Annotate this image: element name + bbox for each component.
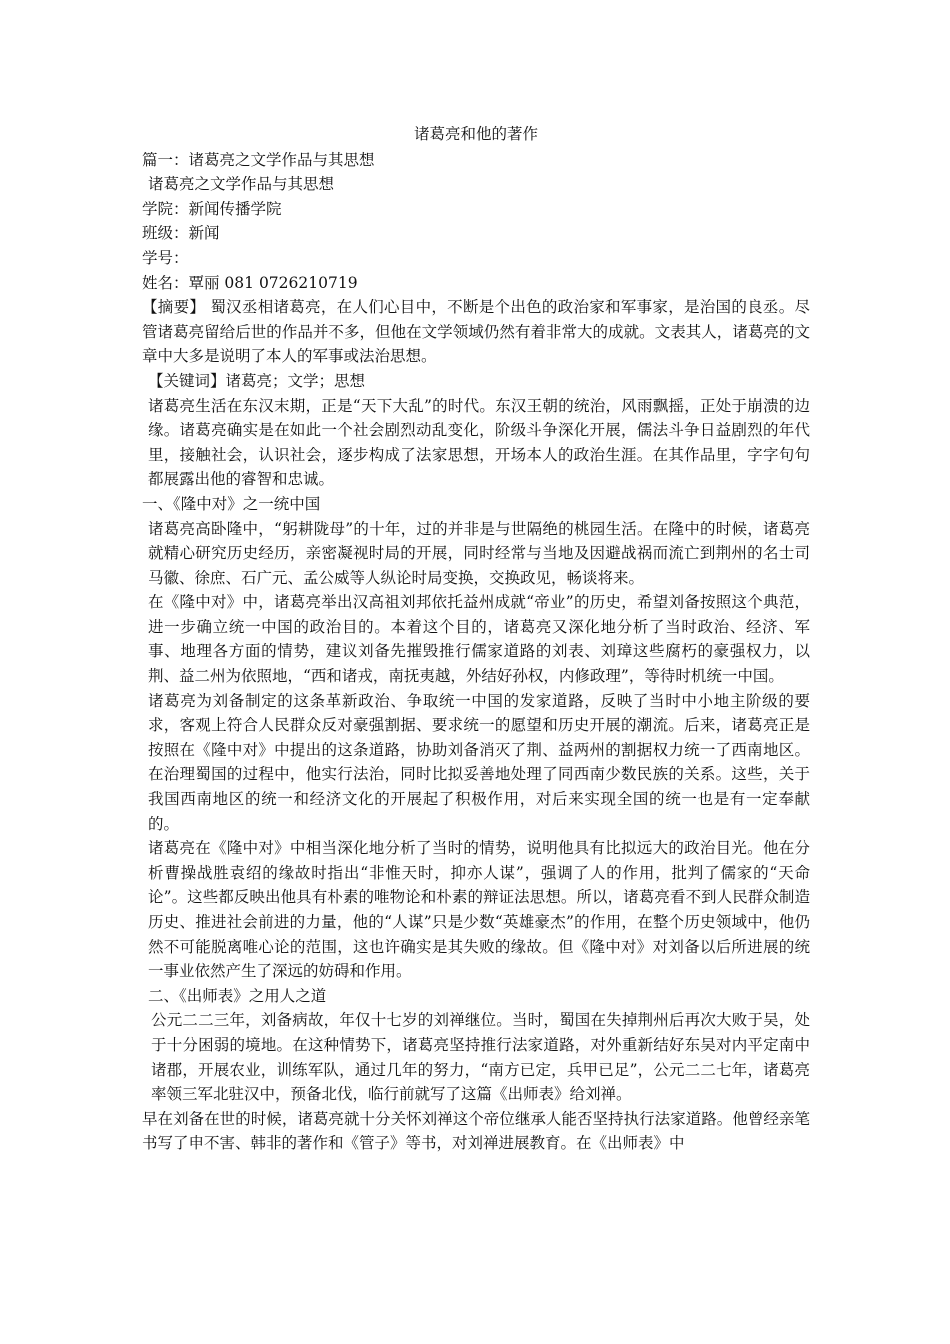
part-heading: 篇一：诸葛亮之文学作品与其思想: [142, 150, 375, 169]
section-2-paragraph-2: 早在刘备在世的时候，诸葛亮就十分关怀刘禅这个帝位继承人能否坚持执行法家道路。他曾经亲笔书写了申不害、韩非的著作和《管子》等书，对刘禅进展教育。在《出师表》中: [142, 1109, 810, 1153]
name-line: 姓名：覃丽 081 0726210719: [142, 273, 358, 292]
section-1-paragraph-4: 诸葛亮在《隆中对》中相当深化地分析了当时的情势，说明他具有比拟远大的政治目光。他在分析曹操战胜袁绍的缘故时指出“非惟天时，抑亦人谋”，强调了人的作用，批判了儒家的“天命论”。这些都反映出他具有朴素的唯物论和朴素的辩证法思想。所以，诸葛亮看不到人民群众制造历史、推进社会前进的力量，他的“人谋”只是少数“英雄豪杰”的作用，在整个历史领域中，他仍然不可能脱离唯心论的范围，这也许确实是其失败的缘故。但《隆中对》对刘备以后所进展的统一事业依然产生了深远的妨碍和作用。: [148, 839, 810, 981]
subtitle: 诸葛亮之文学作品与其思想: [148, 175, 335, 194]
section-1-heading: 一、《隆中对》之一统中国: [142, 494, 321, 513]
document-page: [142, 122, 810, 1156]
section-1-paragraph-1: 诸葛亮高卧隆中，“躬耕陇母”的十年，过的并非是与世隔绝的桃园生活。在隆中的时候，诸葛亮就精心研究历史经历，亲密凝视时局的开展，同时经常与当地及因避战祸而流亡到荆州的名士司马徽、徐庶、石广元、孟公威等人纵论时局变换，交换政见，畅谈将来。: [148, 519, 810, 587]
section-1-paragraph-3: 诸葛亮为刘备制定的这条革新政治、争取统一中国的发家道路，反映了当时中小地主阶级的要求，客观上符合人民群众反对豪强割据、要求统一的愿望和历史开展的潮流。后来，诸葛亮正是按照在《隆中对》中提出的这条道路，协助刘备消灭了荆、益两州的割据权力统一了西南地区。在治理蜀国的过程中，他实行法治，同时比拟妥善地处理了同西南少数民族的关系。这些，关于我国西南地区的统一和经济文化的开展起了积极作用，对后来实现全国的统一也是有一定奉献的。: [148, 691, 810, 833]
section-2-heading: 二、《出师表》之用人之道: [148, 986, 327, 1005]
student-id-line: 学号：: [142, 248, 189, 267]
intro-paragraph: 诸葛亮生活在东汉末期，正是“天下大乱”的时代。东汉王朝的统治，风雨飘摇，正处于崩溃的边缘。诸葛亮确实是在如此一个社会剧烈动乱变化，阶级斗争深化开展，儒法斗争日益剧烈的年代里，接触社会，认识社会，逐步构成了法家思想，开场本人的政治生涯。在其作品里，字字句句都展露出他的睿智和忠诚。: [148, 396, 810, 489]
document-title: 诸葛亮和他的著作: [413, 125, 538, 143]
college-line: 学院：新闻传播学院: [142, 199, 282, 218]
keywords-line: 【关键词】诸葛亮；文学；思想: [148, 371, 366, 390]
abstract-paragraph: 【摘要】 蜀汉丞相诸葛亮，在人们心目中，不断是个出色的政治家和军事家，是治国的良丞。尽管诸葛亮留给后世的作品并不多，但他在文学领域仍然有着非常大的成就。文表其人，诸葛亮的文章中大多是说明了本人的军事或法治思想。: [142, 298, 810, 366]
section-1-paragraph-2: 在《隆中对》中，诸葛亮举出汉高祖刘邦依托益州成就“帝业”的历史，希望刘备按照这个典范，进一步确立统一中国的政治目的。本着这个目的，诸葛亮又深化地分析了当时政治、经济、军事、地理各方面的情势，建议刘备先摧毁推行儒家道路的刘表、刘璋这些腐朽的豪强权力，以荆、益二州为依照地，“西和诸戎，南抚夷越，外结好孙权，内修政理”，等待时机统一中国。: [148, 593, 810, 686]
section-2-paragraph-1: 公元二二三年，刘备病故，年仅十七岁的刘禅继位。当时，蜀国在失掉荆州后再次大败于吴，处于十分困弱的境地。在这种情势下，诸葛亮坚持推行法家道路，对外重新结好东吴对内平定南中诸郡，开展农业，训练军队，通过几年的努力，“南方已定，兵甲已足”，公元二二七年，诸葛亮率领三军北驻汉中，预备北伐，临行前就写了这篇《出师表》给刘禅。: [151, 1011, 810, 1104]
class-line: 班级：新闻: [142, 224, 220, 243]
